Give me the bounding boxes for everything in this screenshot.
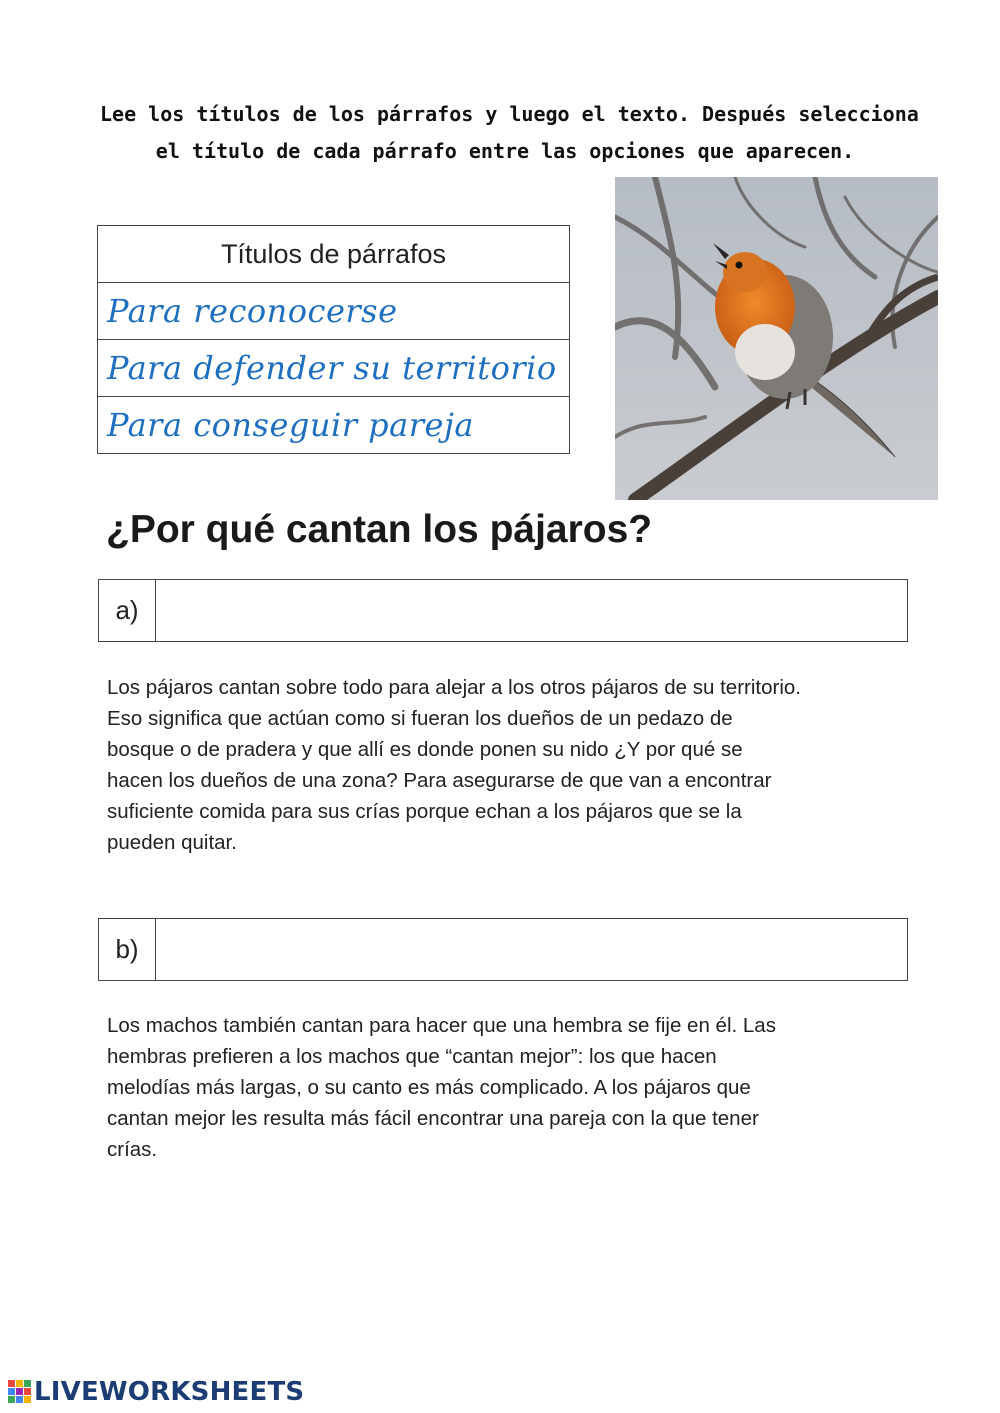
main-title: ¿Por qué cantan los pájaros?: [106, 508, 653, 551]
titles-table-header: Títulos de párrafos: [98, 226, 570, 283]
answer-box-a: [98, 579, 908, 642]
liveworksheets-logo-icon: [8, 1380, 32, 1404]
answer-box-b: [98, 918, 908, 981]
instructions-line: el título de cada párrafo entre las opciones que aparecen.: [155, 139, 855, 163]
answer-dropdown-a[interactable]: [156, 580, 907, 641]
paragraph-b: [107, 1010, 927, 1165]
instructions-line: Lee los títulos de los párrafos y luego el texto. Después selecciona: [100, 102, 919, 126]
paragraph-line: pueden quitar.: [107, 831, 237, 854]
paragraph-line: hacen los dueños de una zona? Para asegurarse de que van a encontrar: [107, 769, 772, 792]
title-option-territorio[interactable]: [98, 340, 570, 397]
title-option-label: Para conseguir pareja: [107, 406, 474, 444]
paragraph-a: [107, 672, 927, 858]
robin-photo: [615, 177, 938, 500]
paragraph-line: cantan mejor les resulta más fácil encontrar una pareja con la que tener: [107, 1107, 759, 1130]
paragraph-line: suficiente comida para sus crías porque echan a los pájaros que se la: [107, 800, 742, 823]
paragraph-titles-table: [97, 225, 570, 454]
title-option-pareja[interactable]: [98, 397, 570, 454]
paragraph-line: Eso significa que actúan como si fueran los dueños de un pedazo de: [107, 707, 733, 730]
paragraph-line: hembras prefieren a los machos que “cantan mejor”: los que hacen: [107, 1045, 717, 1068]
title-option-label: Para reconocerse: [107, 292, 398, 330]
paragraph-line: Los pájaros cantan sobre todo para alejar a los otros pájaros de su territorio.: [107, 676, 801, 699]
paragraph-line: Los machos también cantan para hacer que una hembra se fije en él. Las: [107, 1014, 776, 1037]
answer-dropdown-b[interactable]: [156, 919, 907, 980]
paragraph-line: crías.: [107, 1138, 158, 1161]
title-option-reconocerse[interactable]: [98, 283, 570, 340]
brand-name: LIVEWORKSHEETS: [34, 1377, 305, 1407]
title-option-label: Para defender su territorio: [107, 349, 557, 387]
answer-letter: a): [99, 580, 156, 641]
paragraph-line: bosque o de pradera y que allí es donde ponen su nido ¿Y por qué se: [107, 738, 743, 761]
instructions: [100, 96, 919, 170]
answer-letter: b): [99, 919, 156, 980]
liveworksheets-logo: [8, 1377, 304, 1407]
paragraph-line: melodías más largas, o su canto es más complicado. A los pájaros que: [107, 1076, 751, 1099]
